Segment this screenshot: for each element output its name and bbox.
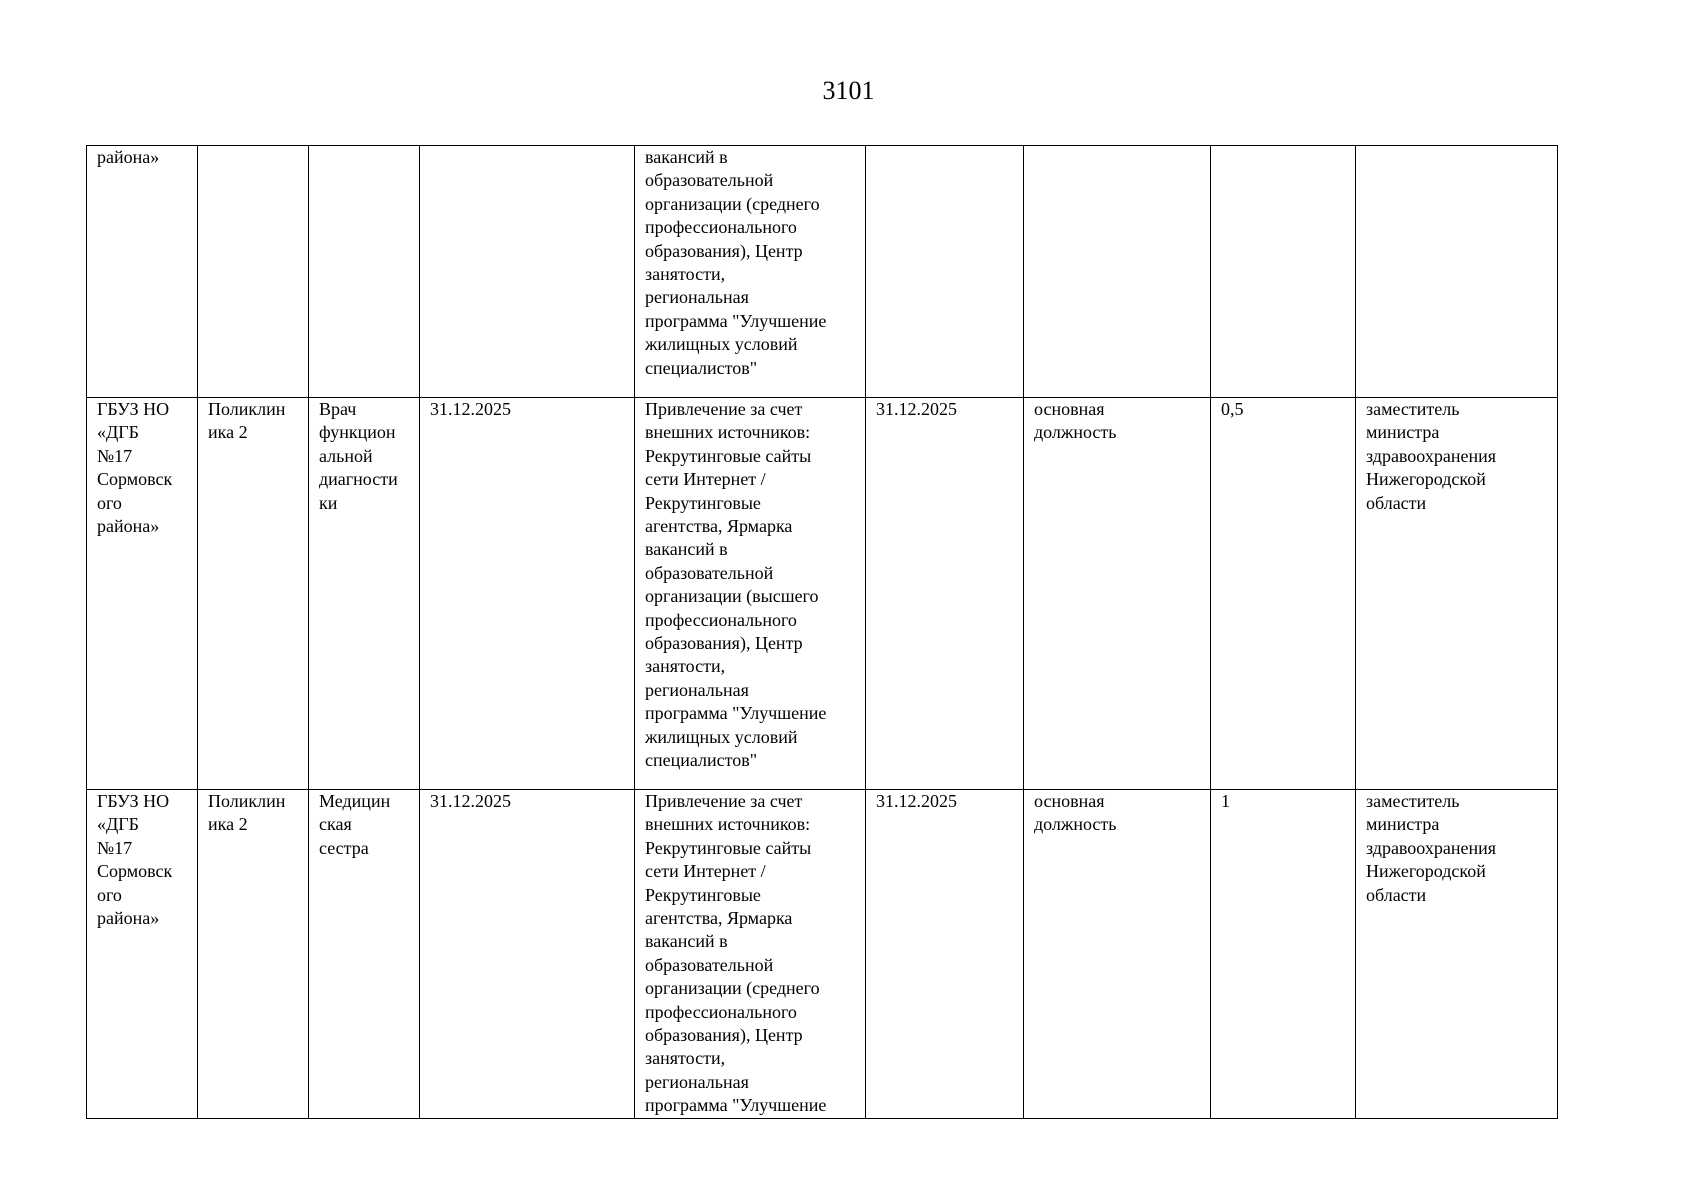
cell-text-line: ки xyxy=(319,492,338,513)
cell-text-line: «ДГБ xyxy=(97,422,140,443)
cell-text-line: организации (среднего xyxy=(645,978,820,999)
department-cell xyxy=(198,398,309,790)
cell-text-line: министра xyxy=(1366,814,1440,835)
employment-type-cell xyxy=(1024,398,1211,790)
cell-text-line: Медицин xyxy=(319,791,391,811)
table-row xyxy=(87,790,1558,1119)
cell-text-line: здравоохранения xyxy=(1366,837,1497,858)
cell-text-line: заместитель xyxy=(1366,791,1460,811)
table-row xyxy=(87,146,1558,398)
employment-type-cell xyxy=(1024,790,1211,1119)
cell-text-line: сети Интернет / xyxy=(645,861,766,882)
responsible-cell xyxy=(1356,398,1558,790)
rate-cell xyxy=(1211,398,1356,790)
responsible-cell xyxy=(1356,790,1558,1119)
cell-text-line: образования), Центр xyxy=(645,240,803,261)
deadline-cell xyxy=(866,790,1024,1119)
cell-text-line: образовательной xyxy=(645,170,774,191)
cell-text-line: ГБУЗ НО xyxy=(97,791,170,811)
employment-type-cell xyxy=(1024,146,1211,398)
cell-text-line: ГБУЗ НО xyxy=(97,399,170,419)
cell-text-line: ика 2 xyxy=(208,422,248,443)
cell-text-line: здравоохранения xyxy=(1366,445,1497,466)
cell-text-line: внешних источников: xyxy=(645,422,811,443)
cell-text-line: Сормовск xyxy=(97,861,173,882)
table-body xyxy=(87,146,1558,1119)
cell-text-line: 31.12.2025 xyxy=(430,399,511,419)
cell-text-line: должность xyxy=(1034,422,1117,443)
cell-text-line: вакансий в xyxy=(645,539,728,560)
cell-text-line: специалистов" xyxy=(645,357,758,378)
deadline-cell xyxy=(866,146,1024,398)
page-number: 3101 xyxy=(822,76,875,105)
cell-text-line: программа "Улучшение xyxy=(645,703,827,724)
cell-text-line: программа "Улучшение xyxy=(645,310,827,331)
cell-text-line: Сормовск xyxy=(97,469,173,490)
organization-cell xyxy=(87,146,198,398)
cell-text-line: «ДГБ xyxy=(97,814,140,835)
cell-text-line: занятости, xyxy=(645,656,726,677)
cell-text-line: агентства, Ярмарка xyxy=(645,908,793,929)
organization-cell xyxy=(87,398,198,790)
cell-text-line: организации (высшего xyxy=(645,586,819,607)
cell-text-line: Врач xyxy=(319,399,357,419)
date-cell xyxy=(420,146,635,398)
cell-text-line: программа "Улучшение xyxy=(645,1095,827,1116)
cell-text-line: образования), Центр xyxy=(645,1025,803,1046)
cell-text-line: региональная xyxy=(645,679,749,700)
cell-text-line: Рекрутинговые xyxy=(645,884,761,905)
cell-text-line: альной xyxy=(319,445,373,466)
cell-text-line: региональная xyxy=(645,287,749,308)
organization-cell xyxy=(87,790,198,1119)
cell-text-line: 31.12.2025 xyxy=(430,791,511,811)
cell-text-line: района» xyxy=(97,516,160,537)
cell-text-line: ого xyxy=(97,884,122,905)
cell-text-line: Нижегородской xyxy=(1366,469,1486,490)
cell-text-line: Рекрутинговые сайты xyxy=(645,445,812,466)
cell-text-line: Привлечение за счет xyxy=(645,399,803,419)
cell-text-line: внешних источников: xyxy=(645,814,811,835)
position-cell xyxy=(309,146,420,398)
recruitment-method-cell xyxy=(635,398,866,790)
cell-text-line: агентства, Ярмарка xyxy=(645,516,793,537)
cell-text-line: вакансий в xyxy=(645,147,728,167)
cell-text-line: сети Интернет / xyxy=(645,469,766,490)
cell-text-line: области xyxy=(1366,884,1427,905)
cell-text-line: 0,5 xyxy=(1221,399,1244,419)
cell-text-line: основная xyxy=(1034,399,1105,419)
cell-text-line: ика 2 xyxy=(208,814,248,835)
cell-text-line: ская xyxy=(319,814,352,835)
cell-text-line: профессионального xyxy=(645,217,797,238)
cell-text-line: Рекрутинговые сайты xyxy=(645,837,812,858)
cell-text-line: министра xyxy=(1366,422,1440,443)
cell-text-line: №17 xyxy=(97,837,133,858)
cell-text-line: специалистов" xyxy=(645,750,758,771)
cell-text-line: Поликлин xyxy=(208,399,286,419)
department-cell xyxy=(198,146,309,398)
date-cell xyxy=(420,790,635,1119)
cell-text-line: Поликлин xyxy=(208,791,286,811)
cell-text-line: 31.12.2025 xyxy=(876,399,957,419)
cell-text-line: образовательной xyxy=(645,562,774,583)
cell-text-line: профессионального xyxy=(645,1001,797,1022)
responsible-cell xyxy=(1356,146,1558,398)
cell-text-line: функцион xyxy=(319,422,396,443)
cell-text-line: района» xyxy=(97,147,160,167)
department-cell xyxy=(198,790,309,1119)
date-cell xyxy=(420,398,635,790)
cell-text-line: основная xyxy=(1034,791,1105,811)
cell-text-line: образовательной xyxy=(645,954,774,975)
table-row xyxy=(87,398,1558,790)
cell-text-line: занятости, xyxy=(645,264,726,285)
rate-cell xyxy=(1211,790,1356,1119)
cell-text-line: Привлечение за счет xyxy=(645,791,803,811)
cell-text-line: ого xyxy=(97,492,122,513)
rate-cell xyxy=(1211,146,1356,398)
cell-text-line: диагности xyxy=(319,469,398,490)
cell-text-line: региональная xyxy=(645,1071,749,1092)
position-cell xyxy=(309,790,420,1119)
cell-text-line: №17 xyxy=(97,445,133,466)
cell-text-line: должность xyxy=(1034,814,1117,835)
cell-text-line: заместитель xyxy=(1366,399,1460,419)
cell-text-line: сестра xyxy=(319,837,369,858)
cell-text-line: профессионального xyxy=(645,609,797,630)
recruitment-method-cell xyxy=(635,146,866,398)
position-cell xyxy=(309,398,420,790)
cell-text-line: вакансий в xyxy=(645,931,728,952)
deadline-cell xyxy=(866,398,1024,790)
recruitment-method-cell xyxy=(635,790,866,1119)
cell-text-line: Рекрутинговые xyxy=(645,492,761,513)
cell-text-line: организации (среднего xyxy=(645,193,820,214)
cell-text-line: области xyxy=(1366,492,1427,513)
cell-text-line: Нижегородской xyxy=(1366,861,1486,882)
staffing-table xyxy=(86,145,1558,1119)
cell-text-line: жилищных условий xyxy=(645,334,798,355)
cell-text-line: образования), Центр xyxy=(645,633,803,654)
cell-text-line: 1 xyxy=(1221,791,1230,811)
cell-text-line: занятости, xyxy=(645,1048,726,1069)
cell-text-line: 31.12.2025 xyxy=(876,791,957,811)
cell-text-line: жилищных условий xyxy=(645,726,798,747)
cell-text-line: района» xyxy=(97,908,160,929)
